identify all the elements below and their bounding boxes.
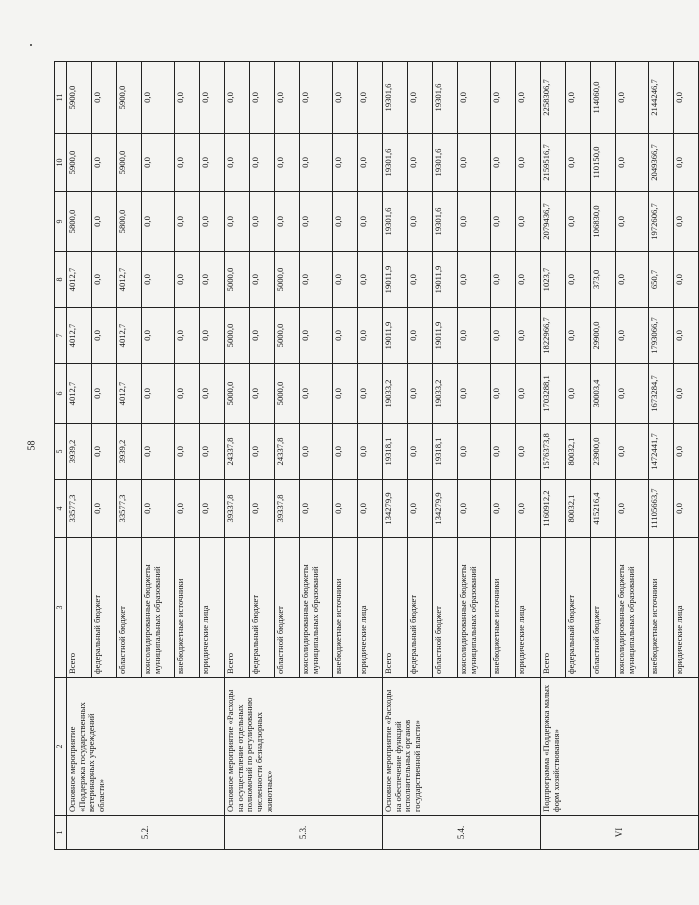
- amount-cell: 0,0: [358, 308, 383, 364]
- funding-source: консолидированные бюджеты муниципальных образований: [458, 538, 491, 678]
- section-name: Подпрограмма «Поддержка малых форм хозяйствования»: [541, 678, 699, 816]
- table-row: [541, 62, 566, 850]
- amount-cell: 0,0: [225, 134, 250, 192]
- amount-cell: 5000,0: [225, 308, 250, 364]
- amount-cell: 0,0: [566, 192, 591, 252]
- amount-cell: 415216,4: [591, 480, 616, 538]
- amount-cell: 2159516,7: [541, 134, 566, 192]
- amount-cell: 4012,7: [117, 252, 142, 308]
- section-code: 5.2.: [67, 816, 225, 850]
- funding-source: внебюджетные источники: [175, 538, 200, 678]
- funding-source: внебюджетные источники: [649, 538, 674, 678]
- amount-cell: 134279,9: [383, 480, 408, 538]
- amount-cell: 0,0: [674, 308, 699, 364]
- amount-cell: 19011,9: [383, 252, 408, 308]
- amount-cell: 24337,8: [275, 424, 300, 480]
- amount-cell: 0,0: [491, 62, 516, 134]
- funding-source: федеральный бюджет: [92, 538, 117, 678]
- amount-cell: 0,0: [616, 424, 649, 480]
- amount-cell: 0,0: [333, 62, 358, 134]
- amount-cell: 0,0: [300, 192, 333, 252]
- amount-cell: 373,0: [591, 252, 616, 308]
- amount-cell: 0,0: [674, 364, 699, 424]
- funding-source: юридические лица: [516, 538, 541, 678]
- amount-cell: 0,0: [142, 364, 175, 424]
- amount-cell: 0,0: [175, 134, 200, 192]
- amount-cell: 0,0: [458, 62, 491, 134]
- amount-cell: 1703288,1: [541, 364, 566, 424]
- amount-cell: 0,0: [175, 192, 200, 252]
- amount-cell: 0,0: [408, 364, 433, 424]
- column-number-row: [55, 62, 67, 850]
- amount-cell: 0,0: [458, 134, 491, 192]
- amount-cell: 0,0: [358, 364, 383, 424]
- amount-cell: 0,0: [674, 424, 699, 480]
- amount-cell: 0,0: [408, 252, 433, 308]
- amount-cell: 1673284,7: [649, 364, 674, 424]
- amount-cell: 0,0: [300, 480, 333, 538]
- table-row: [383, 62, 408, 850]
- amount-cell: 0,0: [458, 308, 491, 364]
- amount-cell: 0,0: [333, 192, 358, 252]
- funding-source: консолидированные бюджеты муниципальных образований: [300, 538, 333, 678]
- amount-cell: 0,0: [616, 62, 649, 134]
- amount-cell: 19301,6: [433, 192, 458, 252]
- amount-cell: 0,0: [358, 62, 383, 134]
- amount-cell: 0,0: [616, 252, 649, 308]
- section-name: Основное мероприятие «Расходы на осуществление отдельных полномочий по регулированию численности безнадзорных животных»: [225, 678, 383, 816]
- amount-cell: 0,0: [491, 192, 516, 252]
- amount-cell: 19033,2: [383, 364, 408, 424]
- amount-cell: 1160912,2: [541, 480, 566, 538]
- amount-cell: 0,0: [491, 364, 516, 424]
- amount-cell: 33577,3: [67, 480, 92, 538]
- amount-cell: 0,0: [674, 480, 699, 538]
- col-header: 7: [55, 308, 67, 364]
- amount-cell: 0,0: [408, 424, 433, 480]
- amount-cell: 0,0: [250, 252, 275, 308]
- amount-cell: 0,0: [333, 480, 358, 538]
- funding-source: федеральный бюджет: [250, 538, 275, 678]
- amount-cell: 134279,9: [433, 480, 458, 538]
- amount-cell: 19318,1: [383, 424, 408, 480]
- amount-cell: 0,0: [175, 308, 200, 364]
- amount-cell: 23900,0: [591, 424, 616, 480]
- amount-cell: 4012,7: [117, 364, 142, 424]
- amount-cell: 0,0: [674, 192, 699, 252]
- table-row: [67, 62, 92, 850]
- funding-source: Всего: [541, 538, 566, 678]
- funding-source: юридические лица: [200, 538, 225, 678]
- funding-source: юридические лица: [674, 538, 699, 678]
- amount-cell: 0,0: [250, 192, 275, 252]
- funding-source: областной бюджет: [117, 538, 142, 678]
- amount-cell: 0,0: [92, 480, 117, 538]
- budget-table: [54, 61, 699, 850]
- funding-source: консолидированные бюджеты муниципальных образований: [616, 538, 649, 678]
- amount-cell: 5800,0: [117, 192, 142, 252]
- funding-source: консолидированные бюджеты муниципальных образований: [142, 538, 175, 678]
- col-header: 2: [55, 678, 67, 816]
- amount-cell: 0,0: [92, 252, 117, 308]
- amount-cell: 0,0: [491, 308, 516, 364]
- rotated-page: [54, 62, 684, 850]
- amount-cell: 0,0: [275, 62, 300, 134]
- section-name: Основное мероприятие «Поддержка государственных ветеринарных учреждений области»: [67, 678, 225, 816]
- amount-cell: 0,0: [491, 480, 516, 538]
- amount-cell: 5900,0: [117, 62, 142, 134]
- amount-cell: 0,0: [92, 308, 117, 364]
- col-header: 8: [55, 252, 67, 308]
- amount-cell: 39337,8: [225, 480, 250, 538]
- section-code: VI: [541, 816, 699, 850]
- amount-cell: 0,0: [200, 192, 225, 252]
- amount-cell: 0,0: [674, 62, 699, 134]
- amount-cell: 5000,0: [275, 252, 300, 308]
- amount-cell: 0,0: [516, 134, 541, 192]
- section-name: Основное мероприятие «Расходы на обеспечение функций исполнительных органов государственной власти»: [383, 678, 541, 816]
- amount-cell: 0,0: [358, 134, 383, 192]
- funding-source: юридические лица: [358, 538, 383, 678]
- amount-cell: 4012,7: [67, 308, 92, 364]
- amount-cell: 0,0: [408, 308, 433, 364]
- amount-cell: 19011,9: [433, 252, 458, 308]
- amount-cell: 4012,7: [117, 308, 142, 364]
- amount-cell: 80032,1: [566, 424, 591, 480]
- col-header: 11: [55, 62, 67, 134]
- amount-cell: 1822966,7: [541, 308, 566, 364]
- amount-cell: 0,0: [300, 134, 333, 192]
- page-number: 58: [26, 440, 38, 451]
- col-header: 10: [55, 134, 67, 192]
- amount-cell: 5000,0: [275, 308, 300, 364]
- amount-cell: 0,0: [674, 134, 699, 192]
- amount-cell: 0,0: [333, 364, 358, 424]
- amount-cell: 5900,0: [67, 62, 92, 134]
- col-header: 3: [55, 538, 67, 678]
- amount-cell: 0,0: [142, 480, 175, 538]
- amount-cell: 2049366,7: [649, 134, 674, 192]
- amount-cell: 0,0: [566, 62, 591, 134]
- amount-cell: 24337,8: [225, 424, 250, 480]
- amount-cell: 0,0: [408, 134, 433, 192]
- amount-cell: 3939,2: [67, 424, 92, 480]
- amount-cell: 1023,7: [541, 252, 566, 308]
- amount-cell: 19301,6: [433, 134, 458, 192]
- amount-cell: 0,0: [358, 252, 383, 308]
- amount-cell: 5000,0: [225, 252, 250, 308]
- amount-cell: 0,0: [566, 308, 591, 364]
- amount-cell: 0,0: [142, 252, 175, 308]
- amount-cell: 19301,6: [383, 134, 408, 192]
- amount-cell: 0,0: [566, 252, 591, 308]
- amount-cell: 29900,0: [591, 308, 616, 364]
- amount-cell: 0,0: [142, 134, 175, 192]
- funding-source: Всего: [225, 538, 250, 678]
- amount-cell: 19301,6: [383, 192, 408, 252]
- amount-cell: 0,0: [458, 252, 491, 308]
- amount-cell: 33577,3: [117, 480, 142, 538]
- amount-cell: 0,0: [333, 252, 358, 308]
- amount-cell: 0,0: [175, 62, 200, 134]
- amount-cell: 0,0: [142, 62, 175, 134]
- amount-cell: 0,0: [458, 424, 491, 480]
- amount-cell: 0,0: [200, 364, 225, 424]
- amount-cell: 0,0: [175, 252, 200, 308]
- amount-cell: 2079436,7: [541, 192, 566, 252]
- section-code: 5.3.: [225, 816, 383, 850]
- amount-cell: 5000,0: [275, 364, 300, 424]
- amount-cell: 5900,0: [67, 134, 92, 192]
- funding-source: федеральный бюджет: [566, 538, 591, 678]
- amount-cell: 0,0: [275, 192, 300, 252]
- col-header: 6: [55, 364, 67, 424]
- amount-cell: 0,0: [516, 424, 541, 480]
- amount-cell: 0,0: [358, 480, 383, 538]
- amount-cell: 19301,6: [433, 62, 458, 134]
- amount-cell: 0,0: [92, 62, 117, 134]
- col-header: 5: [55, 424, 67, 480]
- amount-cell: 5900,0: [117, 134, 142, 192]
- amount-cell: 30003,4: [591, 364, 616, 424]
- funding-source: федеральный бюджет: [408, 538, 433, 678]
- amount-cell: 0,0: [616, 134, 649, 192]
- amount-cell: 1576373,8: [541, 424, 566, 480]
- amount-cell: 1972606,7: [649, 192, 674, 252]
- funding-source: Всего: [383, 538, 408, 678]
- amount-cell: 0,0: [333, 424, 358, 480]
- amount-cell: 114060,0: [591, 62, 616, 134]
- scan-speck: [30, 44, 32, 46]
- amount-cell: 0,0: [300, 308, 333, 364]
- amount-cell: 0,0: [175, 480, 200, 538]
- funding-source: областной бюджет: [275, 538, 300, 678]
- amount-cell: 0,0: [200, 134, 225, 192]
- amount-cell: 0,0: [200, 62, 225, 134]
- amount-cell: 0,0: [458, 192, 491, 252]
- amount-cell: 0,0: [566, 134, 591, 192]
- amount-cell: 39337,8: [275, 480, 300, 538]
- funding-source: Всего: [67, 538, 92, 678]
- amount-cell: 19318,1: [433, 424, 458, 480]
- amount-cell: 106830,0: [591, 192, 616, 252]
- amount-cell: 0,0: [275, 134, 300, 192]
- amount-cell: 0,0: [616, 308, 649, 364]
- table-body: [67, 62, 699, 850]
- amount-cell: 0,0: [408, 480, 433, 538]
- amount-cell: 110150,0: [591, 134, 616, 192]
- amount-cell: 0,0: [250, 364, 275, 424]
- amount-cell: 5800,0: [67, 192, 92, 252]
- amount-cell: 0,0: [358, 424, 383, 480]
- amount-cell: 0,0: [358, 192, 383, 252]
- amount-cell: 0,0: [516, 308, 541, 364]
- amount-cell: 0,0: [458, 364, 491, 424]
- amount-cell: 0,0: [200, 308, 225, 364]
- amount-cell: 0,0: [250, 480, 275, 538]
- col-header: 9: [55, 192, 67, 252]
- amount-cell: 0,0: [491, 252, 516, 308]
- amount-cell: 0,0: [92, 134, 117, 192]
- amount-cell: 0,0: [200, 480, 225, 538]
- amount-cell: 80032,1: [566, 480, 591, 538]
- amount-cell: 1472441,7: [649, 424, 674, 480]
- amount-cell: 0,0: [142, 192, 175, 252]
- funding-source: внебюджетные источники: [491, 538, 516, 678]
- amount-cell: 0,0: [225, 62, 250, 134]
- amount-cell: 4012,7: [67, 364, 92, 424]
- amount-cell: 1793066,7: [649, 308, 674, 364]
- table-row: [225, 62, 250, 850]
- amount-cell: 0,0: [200, 424, 225, 480]
- amount-cell: 2258306,7: [541, 62, 566, 134]
- amount-cell: 0,0: [250, 308, 275, 364]
- amount-cell: 0,0: [250, 62, 275, 134]
- amount-cell: 0,0: [408, 192, 433, 252]
- amount-cell: 0,0: [300, 252, 333, 308]
- amount-cell: 0,0: [566, 364, 591, 424]
- amount-cell: 650,7: [649, 252, 674, 308]
- amount-cell: 11105663,7: [649, 480, 674, 538]
- amount-cell: 0,0: [92, 192, 117, 252]
- funding-source: областной бюджет: [591, 538, 616, 678]
- amount-cell: 0,0: [175, 364, 200, 424]
- amount-cell: 0,0: [516, 252, 541, 308]
- amount-cell: 19011,9: [383, 308, 408, 364]
- amount-cell: 0,0: [250, 134, 275, 192]
- amount-cell: 0,0: [333, 308, 358, 364]
- amount-cell: 0,0: [516, 480, 541, 538]
- amount-cell: 0,0: [408, 62, 433, 134]
- amount-cell: 19301,6: [383, 62, 408, 134]
- amount-cell: 0,0: [200, 252, 225, 308]
- amount-cell: 0,0: [516, 192, 541, 252]
- amount-cell: 0,0: [491, 134, 516, 192]
- amount-cell: 0,0: [333, 134, 358, 192]
- amount-cell: 0,0: [616, 192, 649, 252]
- amount-cell: 0,0: [250, 424, 275, 480]
- amount-cell: 0,0: [616, 480, 649, 538]
- amount-cell: 0,0: [491, 424, 516, 480]
- amount-cell: 0,0: [300, 62, 333, 134]
- section-code: 5.4.: [383, 816, 541, 850]
- amount-cell: 0,0: [142, 308, 175, 364]
- amount-cell: 5000,0: [225, 364, 250, 424]
- amount-cell: 0,0: [142, 424, 175, 480]
- amount-cell: 2144246,7: [649, 62, 674, 134]
- amount-cell: 0,0: [516, 364, 541, 424]
- amount-cell: 0,0: [458, 480, 491, 538]
- amount-cell: 0,0: [674, 252, 699, 308]
- amount-cell: 19033,2: [433, 364, 458, 424]
- col-header: 1: [55, 816, 67, 850]
- amount-cell: 3939,2: [117, 424, 142, 480]
- funding-source: внебюджетные источники: [333, 538, 358, 678]
- amount-cell: 0,0: [225, 192, 250, 252]
- amount-cell: 0,0: [300, 424, 333, 480]
- amount-cell: 19011,9: [433, 308, 458, 364]
- amount-cell: 0,0: [616, 364, 649, 424]
- col-header: 4: [55, 480, 67, 538]
- amount-cell: 0,0: [92, 364, 117, 424]
- amount-cell: 0,0: [175, 424, 200, 480]
- amount-cell: 0,0: [516, 62, 541, 134]
- funding-source: областной бюджет: [433, 538, 458, 678]
- amount-cell: 0,0: [300, 364, 333, 424]
- amount-cell: 4012,7: [67, 252, 92, 308]
- amount-cell: 0,0: [92, 424, 117, 480]
